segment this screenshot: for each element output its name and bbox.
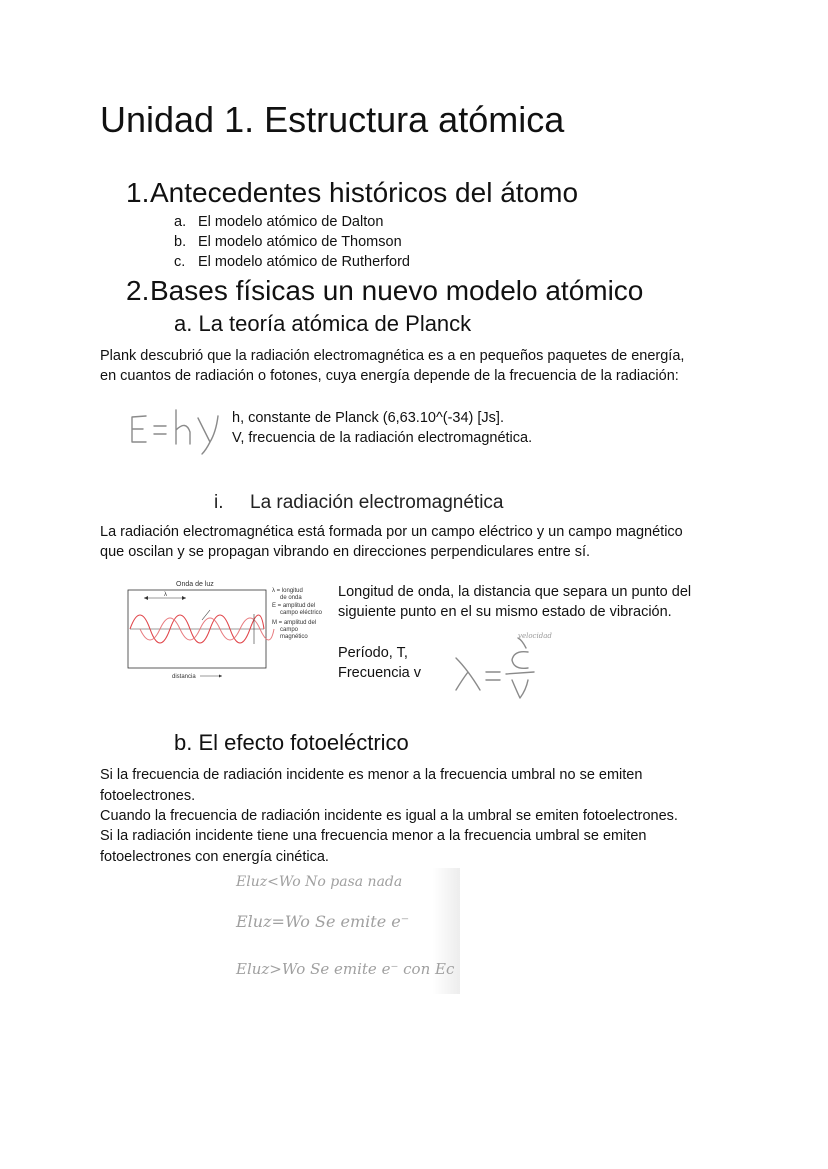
list-item: c. El modelo atómico de Rutherford [174, 254, 410, 270]
paragraph-line: La radiación electromagnética está formada por un campo eléctrico y un campo magnético [100, 524, 683, 540]
wavelength-text: siguiente punto en el su mismo estado de vibración. [338, 604, 672, 620]
handwritten-notes-image [228, 868, 460, 994]
handwritten-line: Eluz=Wo Se emite e⁻ [236, 912, 410, 931]
figure-legend-line: de onda [280, 595, 302, 601]
formula-note: h, constante de Planck (6,63.10^(-34) [Js]. [232, 410, 504, 426]
figure-legend-line: campo eléctrico [280, 610, 323, 616]
figure-legend-line: E = amplitud del [272, 603, 316, 609]
wavelength-text: Longitud de onda, la distancia que separa un punto del [338, 584, 692, 600]
handwritten-line: Eluz>Wo Se emite e⁻ con Ec [236, 960, 455, 978]
paragraph-line: Si la frecuencia de radiación incidente es menor a la frecuencia umbral no se emiten [100, 767, 643, 783]
section-1-number: 1. [126, 177, 150, 208]
section-2-title: Bases físicas un nuevo modelo atómico [150, 275, 644, 306]
paragraph-line: en cuantos de radiación o fotones, cuya energía depende de la frecuencia de la radiación: [100, 368, 679, 384]
svg-text:velocidad: velocidad [518, 632, 552, 640]
section-2-heading [126, 274, 643, 308]
page-title: Unidad 1. Estructura atómica [100, 99, 565, 140]
handwritten-planck-formula [124, 404, 224, 458]
figure-legend-line: λ = longitud [272, 588, 303, 594]
subsection-b-heading: b. El efecto fotoeléctrico [174, 730, 409, 755]
section-1-heading [126, 176, 578, 210]
paragraph-line: Cuando la frecuencia de radiación incidente es igual a la umbral se emiten fotoelectrones. [100, 808, 678, 824]
paragraph-line: fotoelectrones. [100, 788, 196, 804]
subsection-i-heading: i. La radiación electromagnética [214, 492, 504, 513]
figure-xlabel: distancia [172, 674, 196, 680]
period-label: Período, T, [338, 645, 408, 661]
list-item: a. El modelo atómico de Dalton [174, 214, 384, 230]
lambda-marker: λ [164, 592, 167, 598]
paragraph-line: Si la radiación incidente tiene una frecuencia menor a la frecuencia umbral se emiten [100, 828, 647, 844]
frequency-label: Frecuencia v [338, 665, 422, 681]
handwritten-line: Eluz<Wo No pasa nada [236, 874, 403, 890]
section-2-number: 2. [126, 275, 150, 306]
list-item: b. El modelo atómico de Thomson [174, 234, 402, 250]
figure-legend-line: M = amplitud del [272, 620, 317, 626]
section-1-title: Antecedentes históricos del átomo [150, 177, 579, 208]
subsection-a-heading: a. La teoría atómica de Planck [174, 311, 472, 336]
paragraph-line: que oscilan y se propagan vibrando en direcciones perpendiculares entre sí. [100, 544, 591, 560]
light-wave-figure [124, 578, 330, 682]
figure-title: Onda de luz [176, 581, 214, 588]
handwritten-wavelength-formula [448, 628, 558, 702]
paragraph-line: Plank descubrió que la radiación electromagnética es a en pequeños paquetes de energía, [100, 348, 685, 364]
figure-legend-line: magnético [280, 634, 308, 640]
formula-note: V, frecuencia de la radiación electromagnética. [232, 430, 533, 446]
paragraph-line: fotoelectrones con energía cinética. [100, 849, 329, 865]
figure-legend-line: campo [280, 627, 299, 633]
